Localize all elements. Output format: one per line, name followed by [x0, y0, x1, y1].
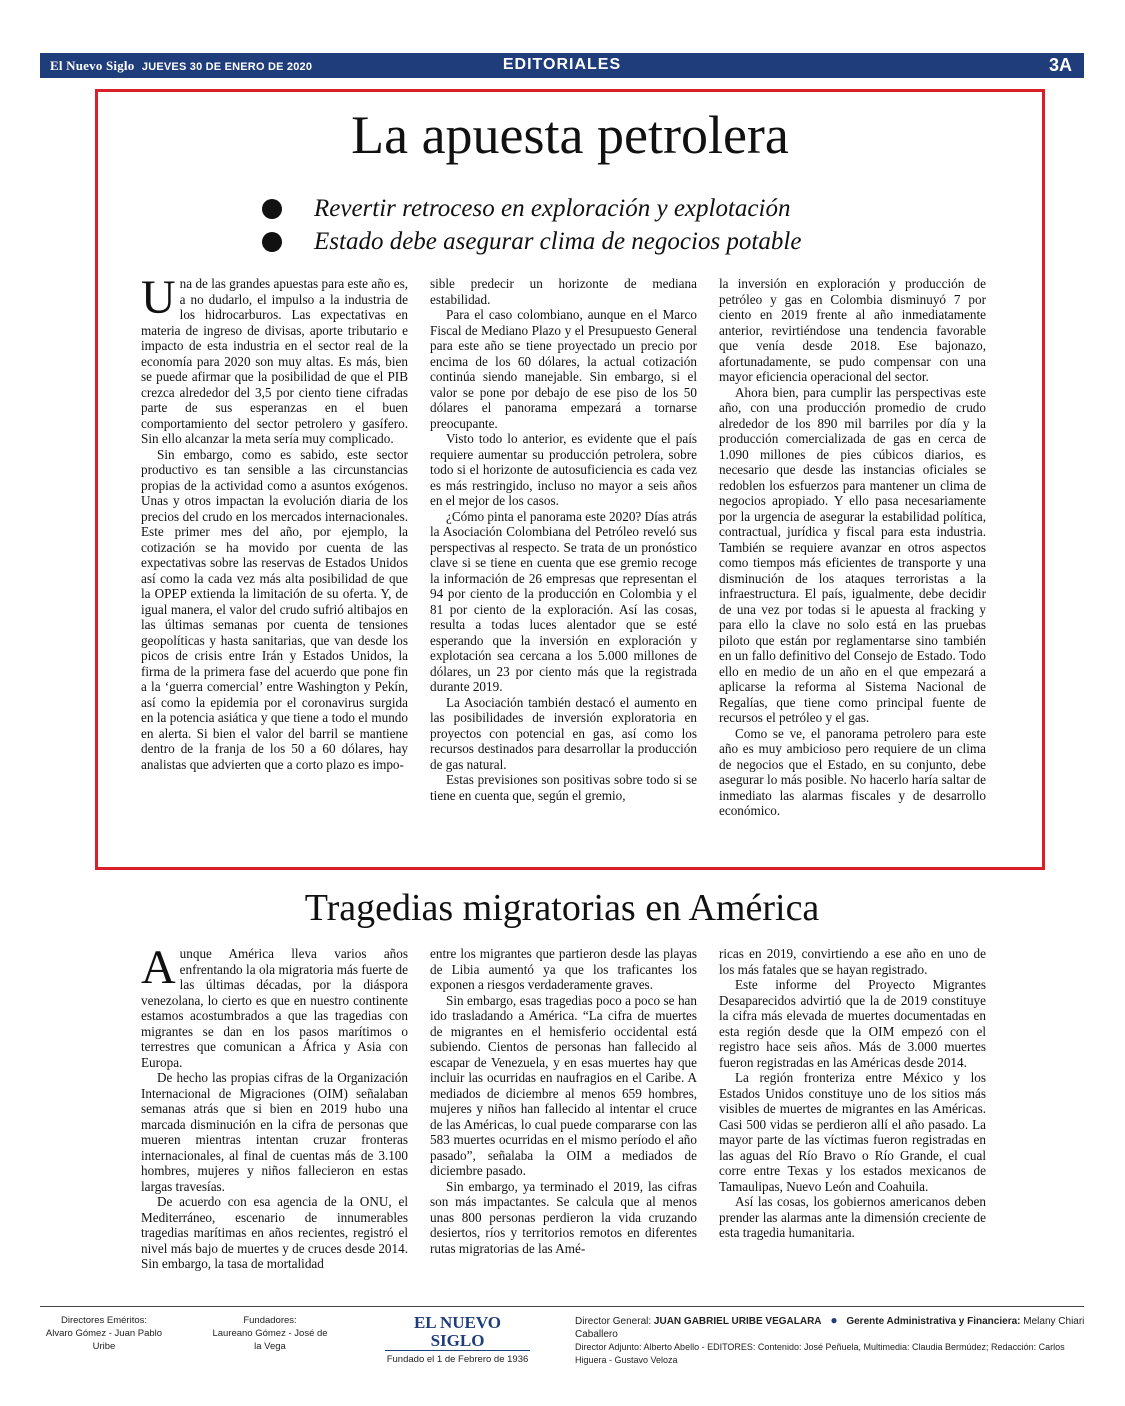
- footer-divider: [40, 1306, 1084, 1307]
- text-column: [719, 276, 986, 856]
- paragraph: Visto todo lo anterior, es evidente que el país requiere aumentar su producción petrolera, sobre todo si el horizonte de autosuficiencia es cada vez es más restringido, incluso no mayor a seis años en el mejor de los casos.: [430, 431, 697, 508]
- paragraph: entre los migrantes que partieron desde las playas de Libia aumentó ya que los traficantes los exponen a riesgos verdaderamente graves.: [430, 946, 697, 992]
- paragraph: La Asociación también destacó el aumento en las posibilidades de inversión exploratoria en proyectos con potencial en gas, así como los recursos destinados para desarrollar la producción de gas natural.: [430, 694, 697, 772]
- gerente-name: Melany Chiari Caballero: [575, 1316, 1085, 1340]
- paragraph: [141, 271, 408, 447]
- drop-cap: U: [141, 271, 176, 324]
- paragraph: sible predecir un horizonte de mediana estabilidad.: [430, 276, 697, 307]
- fundadores-names: Laureano Gómez - José de la Vega: [212, 1328, 328, 1352]
- text-column: [141, 271, 408, 856]
- paragraph: ¿Cómo pinta el panorama este 2020? Días atrás la Asociación Colombiana del Petróleo reveló sus perspectivas al respecto. Se trata de un pronóstico clave si se tiene en cuenta que ese gremio recoge la información de 26 empresas que representan el 94 por ciento de la producción en Colombia y el 81 por ciento de la exploración. Así las cosas, resulta a todas luces alentador que se esté esperando que la inversión en exploración y explotación sea cercana a los 5.000 millones de dólares, un 23 por ciento más que la registrada durante 2019.: [430, 508, 697, 694]
- paragraph: Sin embargo, esas tragedias poco a poco se han ido trasladando a América. “La cifra de muertes de migrantes en el hemisferio occidental está subiendo. Cientos de personas han fallecido al escapar de Venezuela, y en esas muertes hay que incluir las ocurridas en naufragios en el Caribe. A mediados de diciembre al menos 659 hombres, mujeres y niños han fallecido al intentar el cruce de las Américas, lo cual puede compararse con las 583 muertes ocurridas en el mismo período el año pasado”, señalaba la OIM a mediados de diciembre pasado.: [430, 992, 697, 1178]
- text-column: [141, 941, 408, 1276]
- paragraph: La región fronteriza entre México y los Estados Unidos constituye uno de los sitios más visibles de muertes de migrantes en las Américas. Casi 500 vidas se perdieron allí el año pasado. La mayor parte de las víctimas fueron registradas en las aguas del Río Bravo o Río Grande, el cual corre entre Texas y los estados mexicanos de Tamaulipas, Nuevo León and Coahuila.: [719, 1070, 986, 1194]
- footer-staff: [575, 1314, 1085, 1367]
- paragraph: Sin embargo, como es sabido, este sector productivo es tan sensible a las circunstancias propias de la actividad como a asuntos exógenos. Unas y otros impactan la evolución diaria de los precios del crudo en los mercados internacionales. Este primer mes del año, por ejemplo, la cotización se ha movido por cuenta de las expectativas sobre las reservas de Estados Unidos así como la cada vez más alta posibilidad de que la OPEP extienda la limitación de su oferta. Y, de igual manera, el valor del crudo sufrió altibajos en las últimas semanas por cuenta de tensiones geopolíticas y hasta sanitarias, que van desde los picos de crisis entre Irán y Estados Unidos, la firma de la primera fase del acuerdo que pone fin a la ‘guerra comercial’ entre Washington y Pekín, así como la epidemia por el coronavirus surgida en la potencia asiática y que tiene a todo el mundo en alerta. Si bien el valor del barril se mantiene dentro de la franja de los 50 a 60 dólares, hay analistas que advierten que a corto plazo es impo-: [141, 446, 408, 772]
- footer-logo: [385, 1314, 530, 1366]
- drop-cap: A: [141, 941, 176, 994]
- paragraph: Ahora bien, para cumplir las perspectivas este año, con una producción promedio de crudo alrededor de los 890 mil barriles por día y la producción comercializada de gas en cerca de 1.090 millones de pies cúbicos diarios, es necesario que desde las instancias oficiales se redoblen los esfuerzos para mantener un clima de negocios apropiado. Y ello pasa necesariamente por la urgencia de asegurar la estabilidad política, contractual, jurídica y fiscal para esta industria. También se requiere avanzar en otros aspectos como tiempos más eficientes de transporte y una disminución de los ataques terroristas a la infraestructura. El país, igualmente, debe decidir de una vez por todas si le apuesta al fracking y para ello la clave no solo está en las pruebas piloto que están por reglamentarse sino también en un fallo definitivo del Consejo de Estado. Todo ello en medio de un año en el que empezará a aplicarse la reforma al Sistema Nacional de Regalías, que tiene como principal fuente de recursos el petróleo y el gas.: [719, 384, 986, 725]
- bullet-dot-icon: [262, 232, 282, 252]
- page-number: 3A: [1048, 55, 1072, 75]
- director-general-label: Director General:: [575, 1316, 652, 1327]
- paragraph: ricas en 2019, convirtiendo a ese año en uno de los más fatales que se hayan registrado.: [719, 946, 986, 977]
- paragraph: Así las cosas, los gobiernos americanos deben prender las alarmas ante la dimensión creciente de esta tragedia humanitaria.: [719, 1194, 986, 1240]
- editorial-1-body: [141, 271, 986, 856]
- paragraph: De acuerdo con esa agencia de la ONU, el Mediterráneo, escenario de innumerables tragedias marítimas en años recientes, registró el nivel más bajo de muertes y de cruces desde 2014. Sin embargo, la tasa de mortalidad: [141, 1194, 408, 1271]
- editorial-2-title: Tragedias migratorias en América: [304, 887, 820, 929]
- paragraph: Estas previsiones son positivas sobre todo si se tiene en cuenta que, según el gremio,: [430, 772, 697, 803]
- paragraph: la inversión en exploración y producción de petróleo y gas en Colombia disminuyó 7 por ciento en 2019 frente al año inmediatamente anterior, revirtiéndose una tendencia favorable que venía desde 2018. Ese bajonazo, afortunadamente, se pudo compensar con una mayor eficiencia operacional del sector.: [719, 276, 986, 384]
- bullet-text: Estado debe asegurar clima de negocios potable: [314, 227, 802, 255]
- bullet-dot-icon: [262, 199, 282, 219]
- footer-fundadores: [210, 1314, 330, 1353]
- paragraph: Para el caso colombiano, aunque en el Marco Fiscal de Mediano Plazo y el Presupuesto General para este año se tiene proyectado un precio por encima de los 60 dólares, la actual cotización continúa siendo manejable. Sin embargo, si el valor se pone por debajo de ese piso de los 50 dólares el panorama empezará a tornarse preocupante.: [430, 307, 697, 431]
- paragraph: Como se ve, el panorama petrolero para este año es muy ambicioso pero requiere de un clima de negocios que el Estado, en su conjunto, debe asegurar lo más posible. No hacerlo haría saltar de inmediato las alarmas fiscales y de desarrollo económico.: [719, 725, 986, 818]
- text-column: [430, 946, 697, 1276]
- section-title: EDITORIALES: [502, 56, 622, 73]
- paragraph-text: na de las grandes apuestas para este año es, a no dudarlo, el impulso a la industria de los hidrocarburos. Las expectativas en materia de ingreso de divisas, aporte tributario e impacto de esta industria en el sector real de la economía para 2020 son muy altas. Es más, bien se puede afirmar que la posibilidad de que el PIB crezca alrededor del 3,5 por ciento tiene cifradas parte de sus esperanzas en el buen comportamiento del sector petrolero y gasífero. Sin ello alcanzar la meta sería muy complicado.: [141, 276, 408, 446]
- fundadores-label: Fundadores:: [243, 1315, 297, 1326]
- text-column: [430, 276, 697, 856]
- bullet-text: Revertir retroceso en exploración y explotación: [314, 194, 791, 222]
- paragraph: [141, 941, 408, 1070]
- masthead-bar: [40, 53, 1084, 78]
- gerente-label: Gerente Administrativa y Financiera:: [846, 1316, 1021, 1327]
- paragraph: Sin embargo, ya terminado el 2019, las cifras son más impactantes. Se calcula que al menos unas 800 personas perdieron la vida cruzando desiertos, ríos y territorios remotos en diferentes rutas migratorias de las Amé-: [430, 1178, 697, 1256]
- directores-names: Alvaro Gómez - Juan Pablo Uribe: [45, 1328, 163, 1352]
- staff-line-2: Director Adjunto: Alberto Abello - EDITORES: Contenido: José Peñuela, Multimedia: Claudia Bermúdez; Redacción: Carlos Higuera - Gustavo Veloza: [575, 1342, 1065, 1365]
- editorial-1-bullets: [262, 192, 902, 258]
- paragraph: De hecho las propias cifras de la Organización Internacional de Migraciones (OIM) señalaban semanas atrás que si bien en 2019 hubo una marcada disminución en la cifra de personas que mueren mientras intentan cruzar fronteras internacionales, al final de cuentas más de 3.100 hombres, mujeres y niños fallecieron en estas largas travesías.: [141, 1070, 408, 1194]
- footer-directores: [44, 1314, 164, 1353]
- staff-line-1: [575, 1314, 1085, 1341]
- editorial-1-title: La apuesta petrolera: [351, 105, 789, 165]
- paragraph-text: unque América lleva varios años enfrentando la ola migratoria más fuerte de las últimas décadas, por la diáspora venezolana, lo cierto es que en nuestro continente estamos acostumbrados a que las tragedias con migrantes se dan en los pasos marítimos o terrestres que comunican a África y Asia con Europa.: [141, 946, 408, 1070]
- editorial-2-body: [141, 941, 986, 1276]
- bullet-item: [262, 192, 902, 225]
- paragraph: Este informe del Proyecto Migrantes Desaparecidos advirtió que la de 2019 constituye la cifra más elevada de muertes documentadas en esta región desde que la OIM empezó con el registro hace seis años. Más de 3.000 muertes fueron registradas en las Américas desde 2014.: [719, 977, 986, 1070]
- paper-name: El Nuevo Siglo: [50, 58, 135, 73]
- bullet-item: [262, 225, 902, 258]
- issue-date: JUEVES 30 DE ENERO DE 2020: [141, 61, 313, 73]
- founded-date: Fundado el 1 de Febrero de 1936: [386, 1354, 529, 1365]
- separator-dot-icon: ●: [830, 1313, 838, 1327]
- directores-label: Directores Eméritos:: [60, 1315, 148, 1326]
- text-column: [719, 946, 986, 1276]
- director-general-name: JUAN GABRIEL URIBE VEGALARA: [653, 1316, 822, 1327]
- newspaper-logo: EL NUEVO SIGLO: [385, 1314, 530, 1351]
